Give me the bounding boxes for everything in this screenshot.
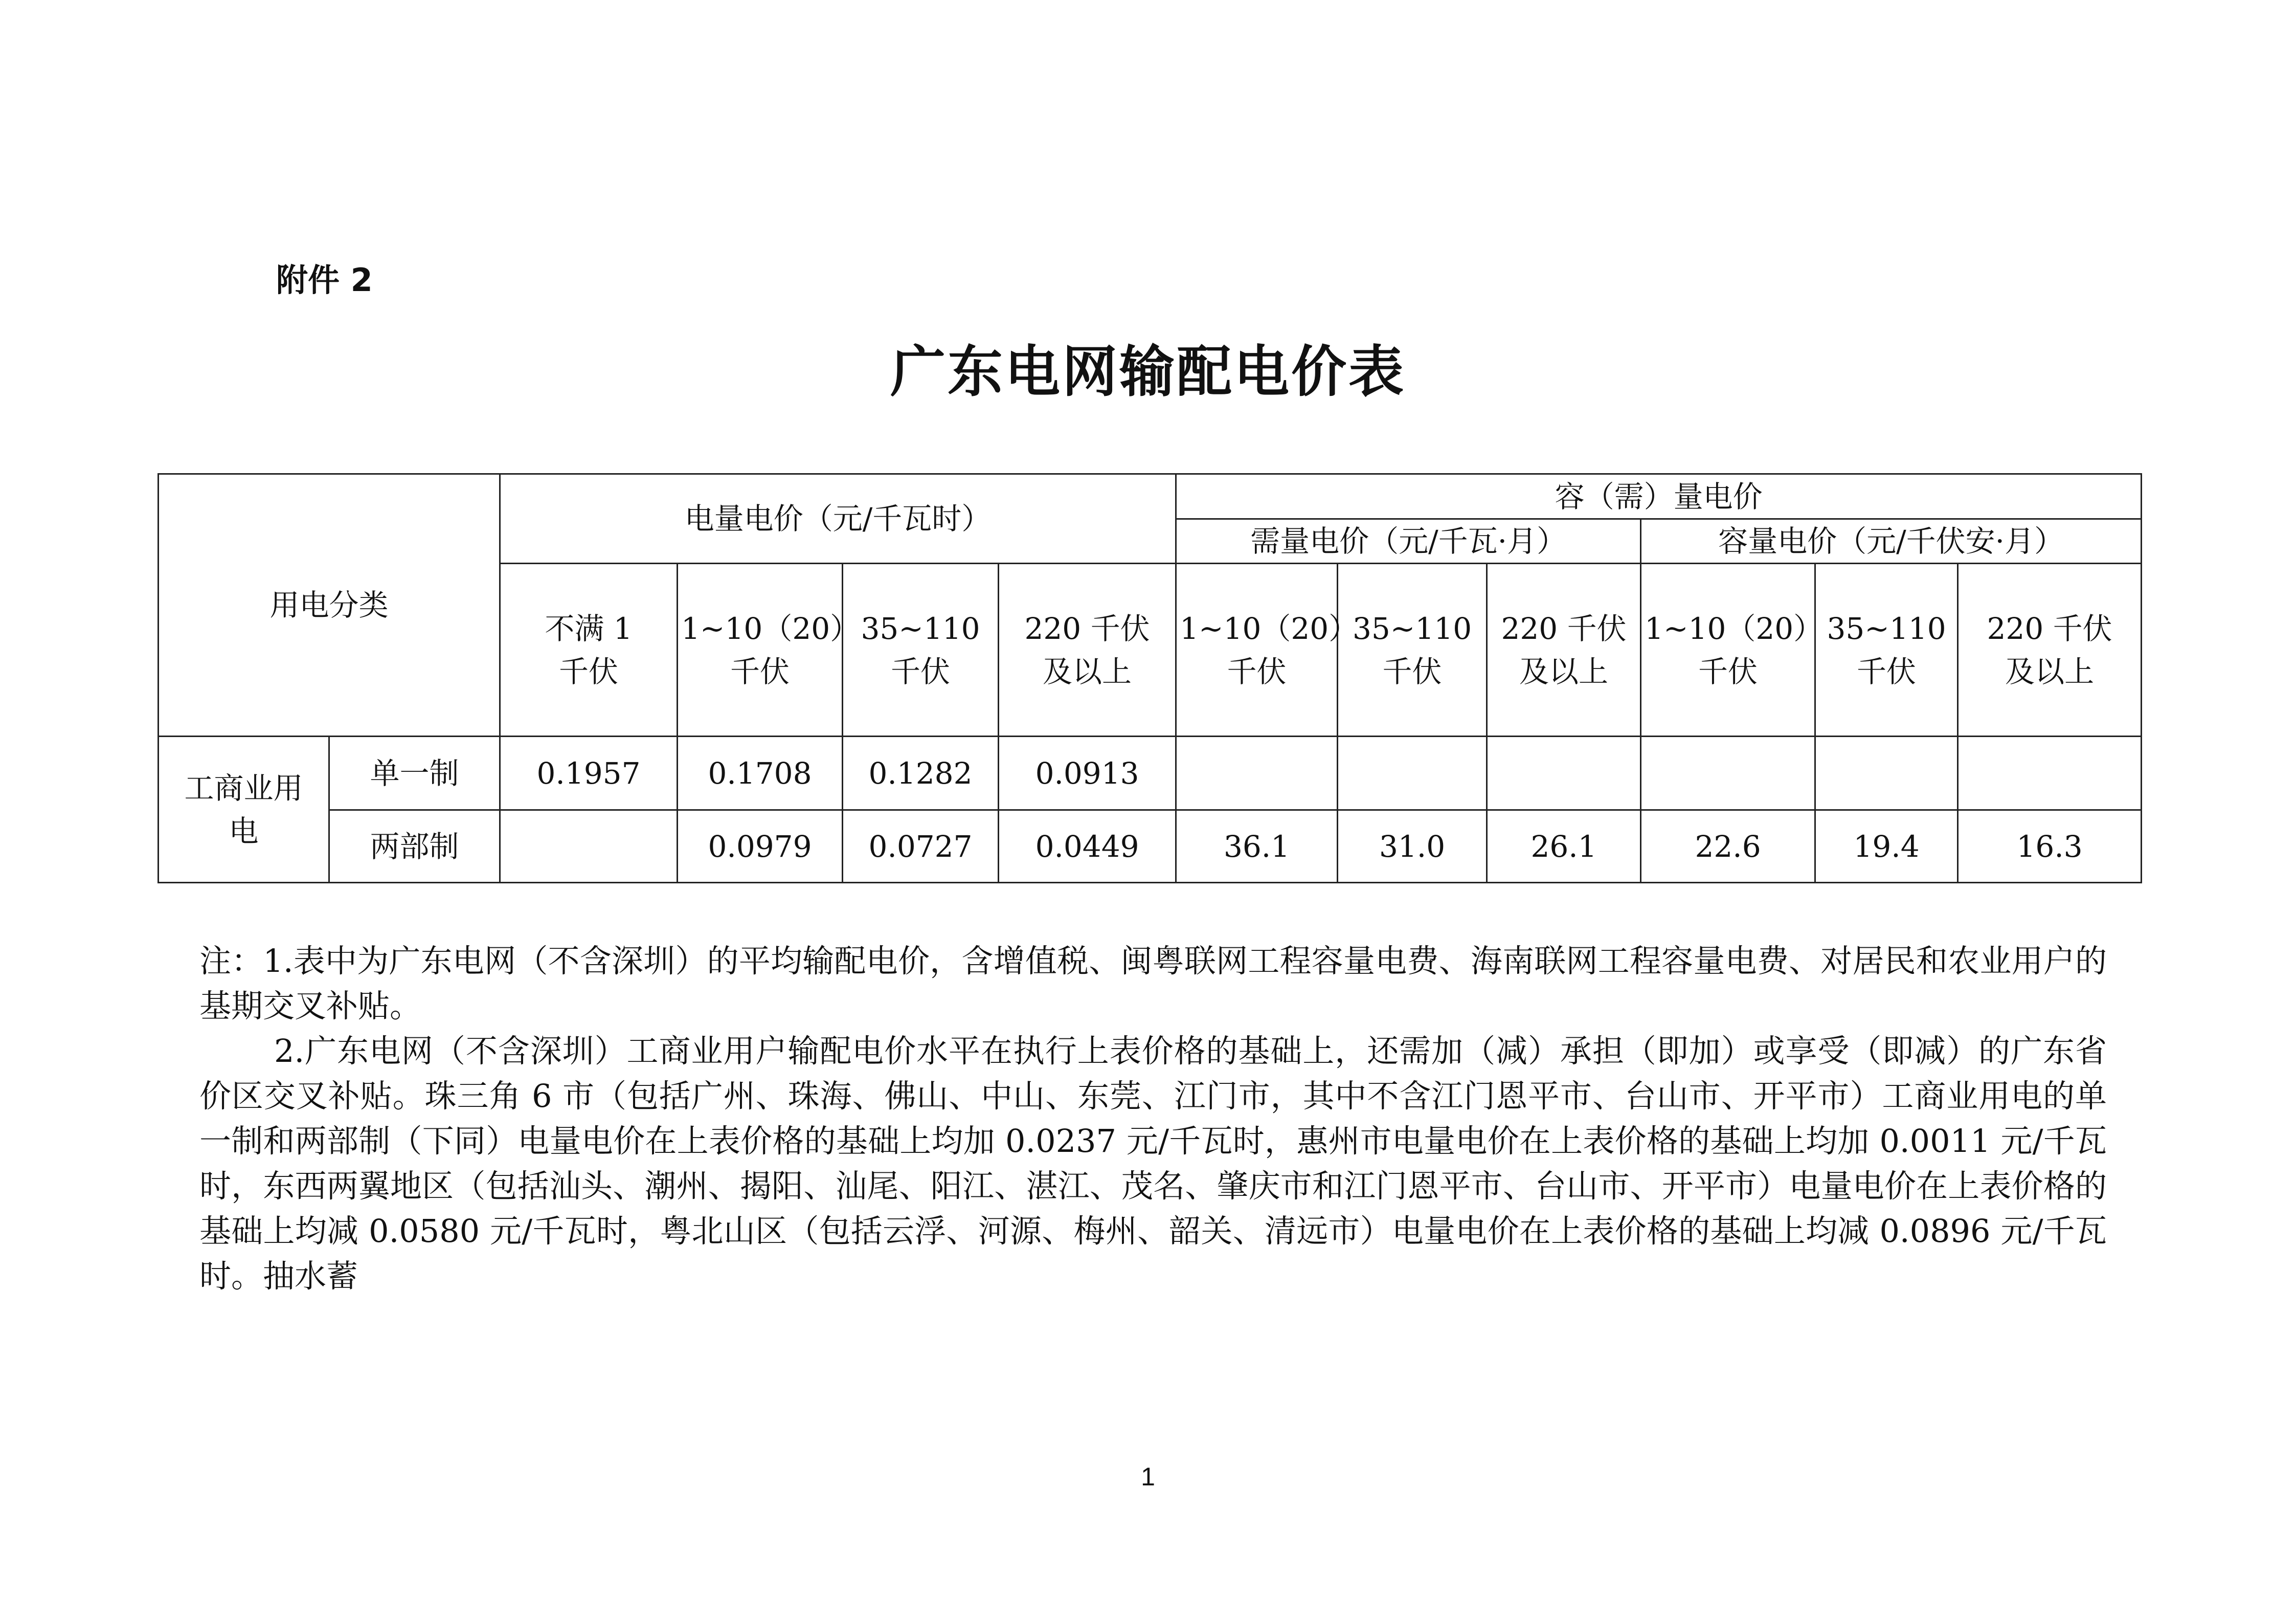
table-row xyxy=(159,737,2142,810)
table-cell: 0.1282 xyxy=(843,737,999,810)
col-header-energy-2: 1~10（20） 千伏 xyxy=(678,564,843,737)
table-cell: 19.4 xyxy=(1815,810,1958,883)
document-title: 广东电网输配电价表 xyxy=(890,340,1406,404)
col-header-energy-3: 35~110 千伏 xyxy=(843,564,999,737)
demand-price-header: 需量电价（元/千瓦·月） xyxy=(1176,519,1641,564)
row-label: 两部制 xyxy=(329,810,500,883)
table-cell: 0.0979 xyxy=(678,810,843,883)
table-cell: 0.1957 xyxy=(500,737,678,810)
table-cell: 0.1708 xyxy=(678,737,843,810)
col-header-capacity-1: 1~10（20） 千伏 xyxy=(1641,564,1815,737)
capacity-group-header: 容（需）量电价 xyxy=(1176,474,2142,519)
page-number: 1 xyxy=(1141,1462,1155,1491)
table-cell xyxy=(1338,737,1487,810)
row-label: 单一制 xyxy=(329,737,500,810)
col-header-demand-3: 220 千伏 及以上 xyxy=(1487,564,1641,737)
col-header-demand-1: 1~10（20） 千伏 xyxy=(1176,564,1338,737)
category-header: 用电分类 xyxy=(159,474,500,737)
table-cell xyxy=(1641,737,1815,810)
table-cell: 26.1 xyxy=(1487,810,1641,883)
table-cell: 22.6 xyxy=(1641,810,1815,883)
table-row xyxy=(159,810,2142,883)
table-cell xyxy=(500,810,678,883)
col-header-energy-1: 不满 1 千伏 xyxy=(500,564,678,737)
table-cell: 0.0913 xyxy=(999,737,1176,810)
price-table xyxy=(157,473,2142,883)
group-label: 工商业用 电 xyxy=(159,737,329,883)
table-cell: 16.3 xyxy=(1958,810,2142,883)
table-cell xyxy=(1958,737,2142,810)
capacity-price-header: 容量电价（元/千伏安·月） xyxy=(1641,519,2142,564)
attachment-label: 附件 2 xyxy=(276,261,373,299)
table-cell: 31.0 xyxy=(1338,810,1487,883)
table-cell: 36.1 xyxy=(1176,810,1338,883)
note-2: 2.广东电网（不含深圳）工商业用户输配电价水平在执行上表价格的基础上，还需加（减）承担（即加）或享受（即减）的广东省价区交叉补贴。珠三角 6 市（包括广州、珠海、佛山、中山、东莞、江门市，其中不含江门恩平市、台山市、开平市）工商业用电的单一制和两部制（下同）电量电价在上表价格的基础上均加 0.0237 元/千瓦时，惠州市电量电价在上表价格的基础上均加 0.0011 元/千瓦时，东西两翼地区（包括汕头、潮州、揭阳、汕尾、阳江、湛江、茂名、肇庆市和江门恩平市、台山市、开平市）电量电价在上表价格的基础上均减 0.0580 元/千瓦时，粤北山区（包括云浮、河源、梅州、韶关、清远市）电量电价在上表价格的基础上均减 0.0896 元/千瓦时。抽水蓄 xyxy=(199,1032,2107,1295)
energy-price-header: 电量电价（元/千瓦时） xyxy=(500,474,1176,564)
col-header-capacity-2: 35~110 千伏 xyxy=(1815,564,1958,737)
col-header-demand-2: 35~110 千伏 xyxy=(1338,564,1487,737)
table-cell xyxy=(1487,737,1641,810)
table-cell xyxy=(1176,737,1338,810)
note-1: 注：1.表中为广东电网（不含深圳）的平均输配电价，含增值税、闽粤联网工程容量电费、海南联网工程容量电费、对居民和农业用户的基期交叉补贴。 xyxy=(199,942,2107,1025)
col-header-capacity-3: 220 千伏 及以上 xyxy=(1958,564,2142,737)
table-cell: 0.0727 xyxy=(843,810,999,883)
table-cell xyxy=(1815,737,1958,810)
notes xyxy=(199,939,2107,1299)
col-header-energy-4: 220 千伏 及以上 xyxy=(999,564,1176,737)
table-cell: 0.0449 xyxy=(999,810,1176,883)
